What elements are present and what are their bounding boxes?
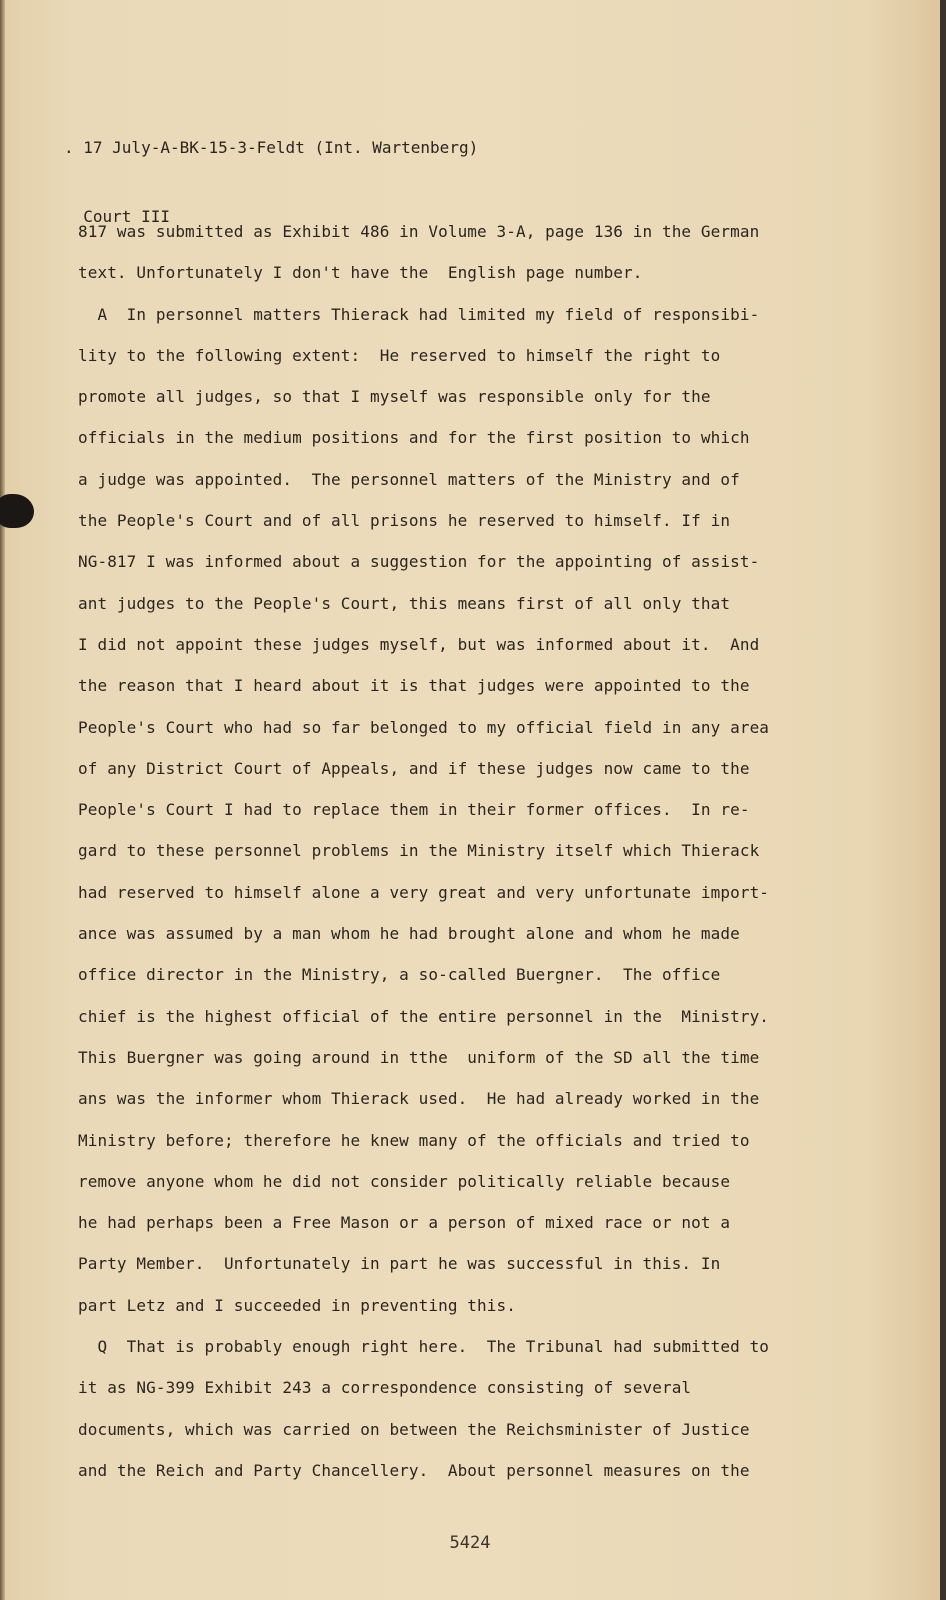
body-line: ant judges to the People's Court, this means first of all only that [78, 593, 731, 613]
body-line: had reserved to himself alone a very great and very unfortunate import- [78, 882, 770, 902]
page-left-edge [0, 0, 5, 1600]
body-line: documents, which was carried on between the Reichsminister of Justice [78, 1419, 750, 1439]
body-line: Q That is probably enough right here. The Tribunal had submitted to [78, 1337, 770, 1357]
body-line: he had perhaps been a Free Mason or a person of mixed race or not a [78, 1213, 731, 1233]
body-line: I did not appoint these judges myself, but was informed about it. And [78, 634, 760, 654]
header-line-1: . 17 July-A-BK-15-3-Feldt (Int. Wartenberg) [64, 138, 479, 157]
body-line: This Buergner was going around in tthe uniform of the SD all the time [78, 1047, 760, 1067]
page-right-edge [940, 0, 946, 1600]
body-line: NG-817 I was informed about a suggestion for the appointing of assist- [78, 552, 760, 572]
body-line: office director in the Ministry, a so-called Buergner. The office [78, 965, 721, 985]
body-line: part Letz and I succeeded in preventing this. [78, 1295, 516, 1315]
transcript-body [78, 211, 818, 1491]
body-line: A In personnel matters Thierack had limited my field of responsibi- [78, 304, 760, 324]
body-line: lity to the following extent: He reserved to himself the right to [78, 345, 721, 365]
punch-hole [0, 494, 34, 528]
body-line: a judge was appointed. The personnel matters of the Ministry and of [78, 469, 740, 489]
body-line: ance was assumed by a man whom he had brought alone and whom he made [78, 924, 740, 944]
body-line: People's Court I had to replace them in their former offices. In re- [78, 800, 750, 820]
body-line: Ministry before; therefore he knew many of the officials and tried to [78, 1130, 750, 1150]
body-line: officials in the medium positions and for the first position to which [78, 428, 750, 448]
body-line: promote all judges, so that I myself was responsible only for the [78, 387, 711, 407]
body-line: it as NG-399 Exhibit 243 a correspondence consisting of several [78, 1378, 692, 1398]
body-line: 817 was submitted as Exhibit 486 in Volume 3-A, page 136 in the German [78, 222, 760, 241]
page-number: 5424 [449, 1533, 491, 1553]
header-line-2: Court III [64, 207, 170, 226]
body-line: ans was the informer whom Thierack used. He had already worked in the [78, 1089, 760, 1109]
body-line: remove anyone whom he did not consider politically reliable because [78, 1171, 731, 1191]
body-line: Party Member. Unfortunately in part he was successful in this. In [78, 1254, 721, 1274]
body-line: the People's Court and of all prisons he reserved to himself. If in [78, 511, 731, 531]
body-line: text. Unfortunately I don't have the English page number. [78, 263, 643, 283]
body-line: the reason that I heard about it is that judges were appointed to the [78, 676, 750, 696]
body-line: chief is the highest official of the entire personnel in the Ministry. [78, 1006, 770, 1026]
body-line: People's Court who had so far belonged to my official field in any area [78, 717, 770, 737]
body-line: gard to these personnel problems in the Ministry itself which Thierack [78, 841, 760, 861]
body-line: of any District Court of Appeals, and if these judges now came to the [78, 758, 750, 778]
body-line: and the Reich and Party Chancellery. About personnel measures on the [78, 1460, 750, 1480]
